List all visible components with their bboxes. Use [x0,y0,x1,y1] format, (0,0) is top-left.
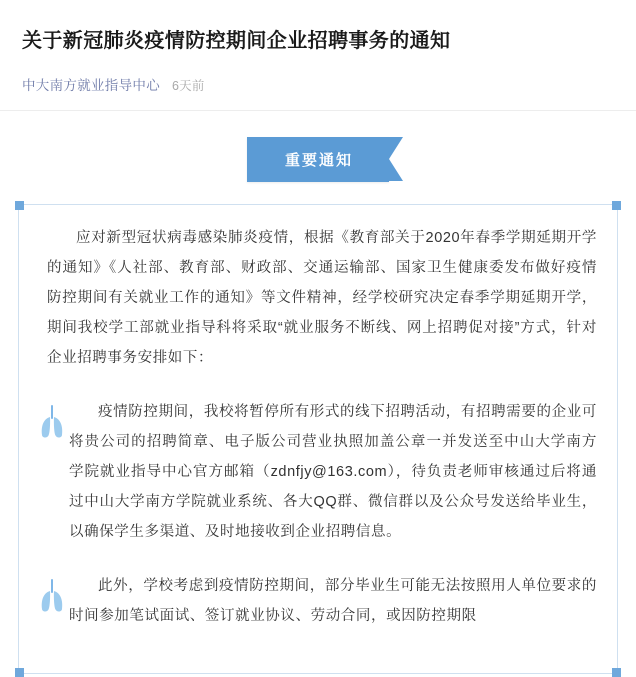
frame-corner-bottom-left [15,668,24,677]
paragraph-spacer [39,563,597,571]
paragraph-spacer [39,389,597,397]
article-paragraph: 应对新型冠状病毒感染肺炎疫情，根据《教育部关于2020年春季学期延期开学的通知》《人社部、教育部、财政部、交通运输部、国家卫生健康委发布做好疫情防控期间有关就业工作的通知》等文件精神，经学校研究决定春季学期延期开学，期间我校学工部就业指导科将采取“就业服务不断线、网上招聘促对接”方式，针对企业招聘事务安排如下： [47,230,597,366]
frame-corner-top-left [15,201,24,210]
article-paragraph: 此外，学校考虑到疫情防控期间，部分毕业生可能无法按照用人单位要求的时间参加笔试面试、签订就业协议、劳动合同，或因防控期限 [69,578,597,624]
article-timestamp: 6天前 [172,79,205,93]
banner-container [0,111,636,204]
article-paragraph: 疫情防控期间，我校将暂停所有形式的线下招聘活动，有招聘需要的企业可将贵公司的招聘简章、电子版公司营业执照加盖公章一并发送至中山大学南方学院就业指导中心官方邮箱（zdnfjy@163.com），待负责老师审核通过后将通过中山大学南方学院就业系统、各大QQ群、微信群以及公众号发送给毕业生，以确保学生多渠道、及时地接收到企业招聘信息。 [69,404,597,540]
article-header [0,0,636,94]
article-meta [22,74,614,94]
article-body-frame [18,204,618,674]
frame-corner-top-right [612,201,621,210]
important-notice-banner: 重要通知 [247,137,389,182]
frame-corner-bottom-right [612,668,621,677]
article-source[interactable]: 中大南方就业指导中心 [22,78,160,93]
page-title: 关于新冠肺炎疫情防控期间企业招聘事务的通知 [22,30,451,52]
